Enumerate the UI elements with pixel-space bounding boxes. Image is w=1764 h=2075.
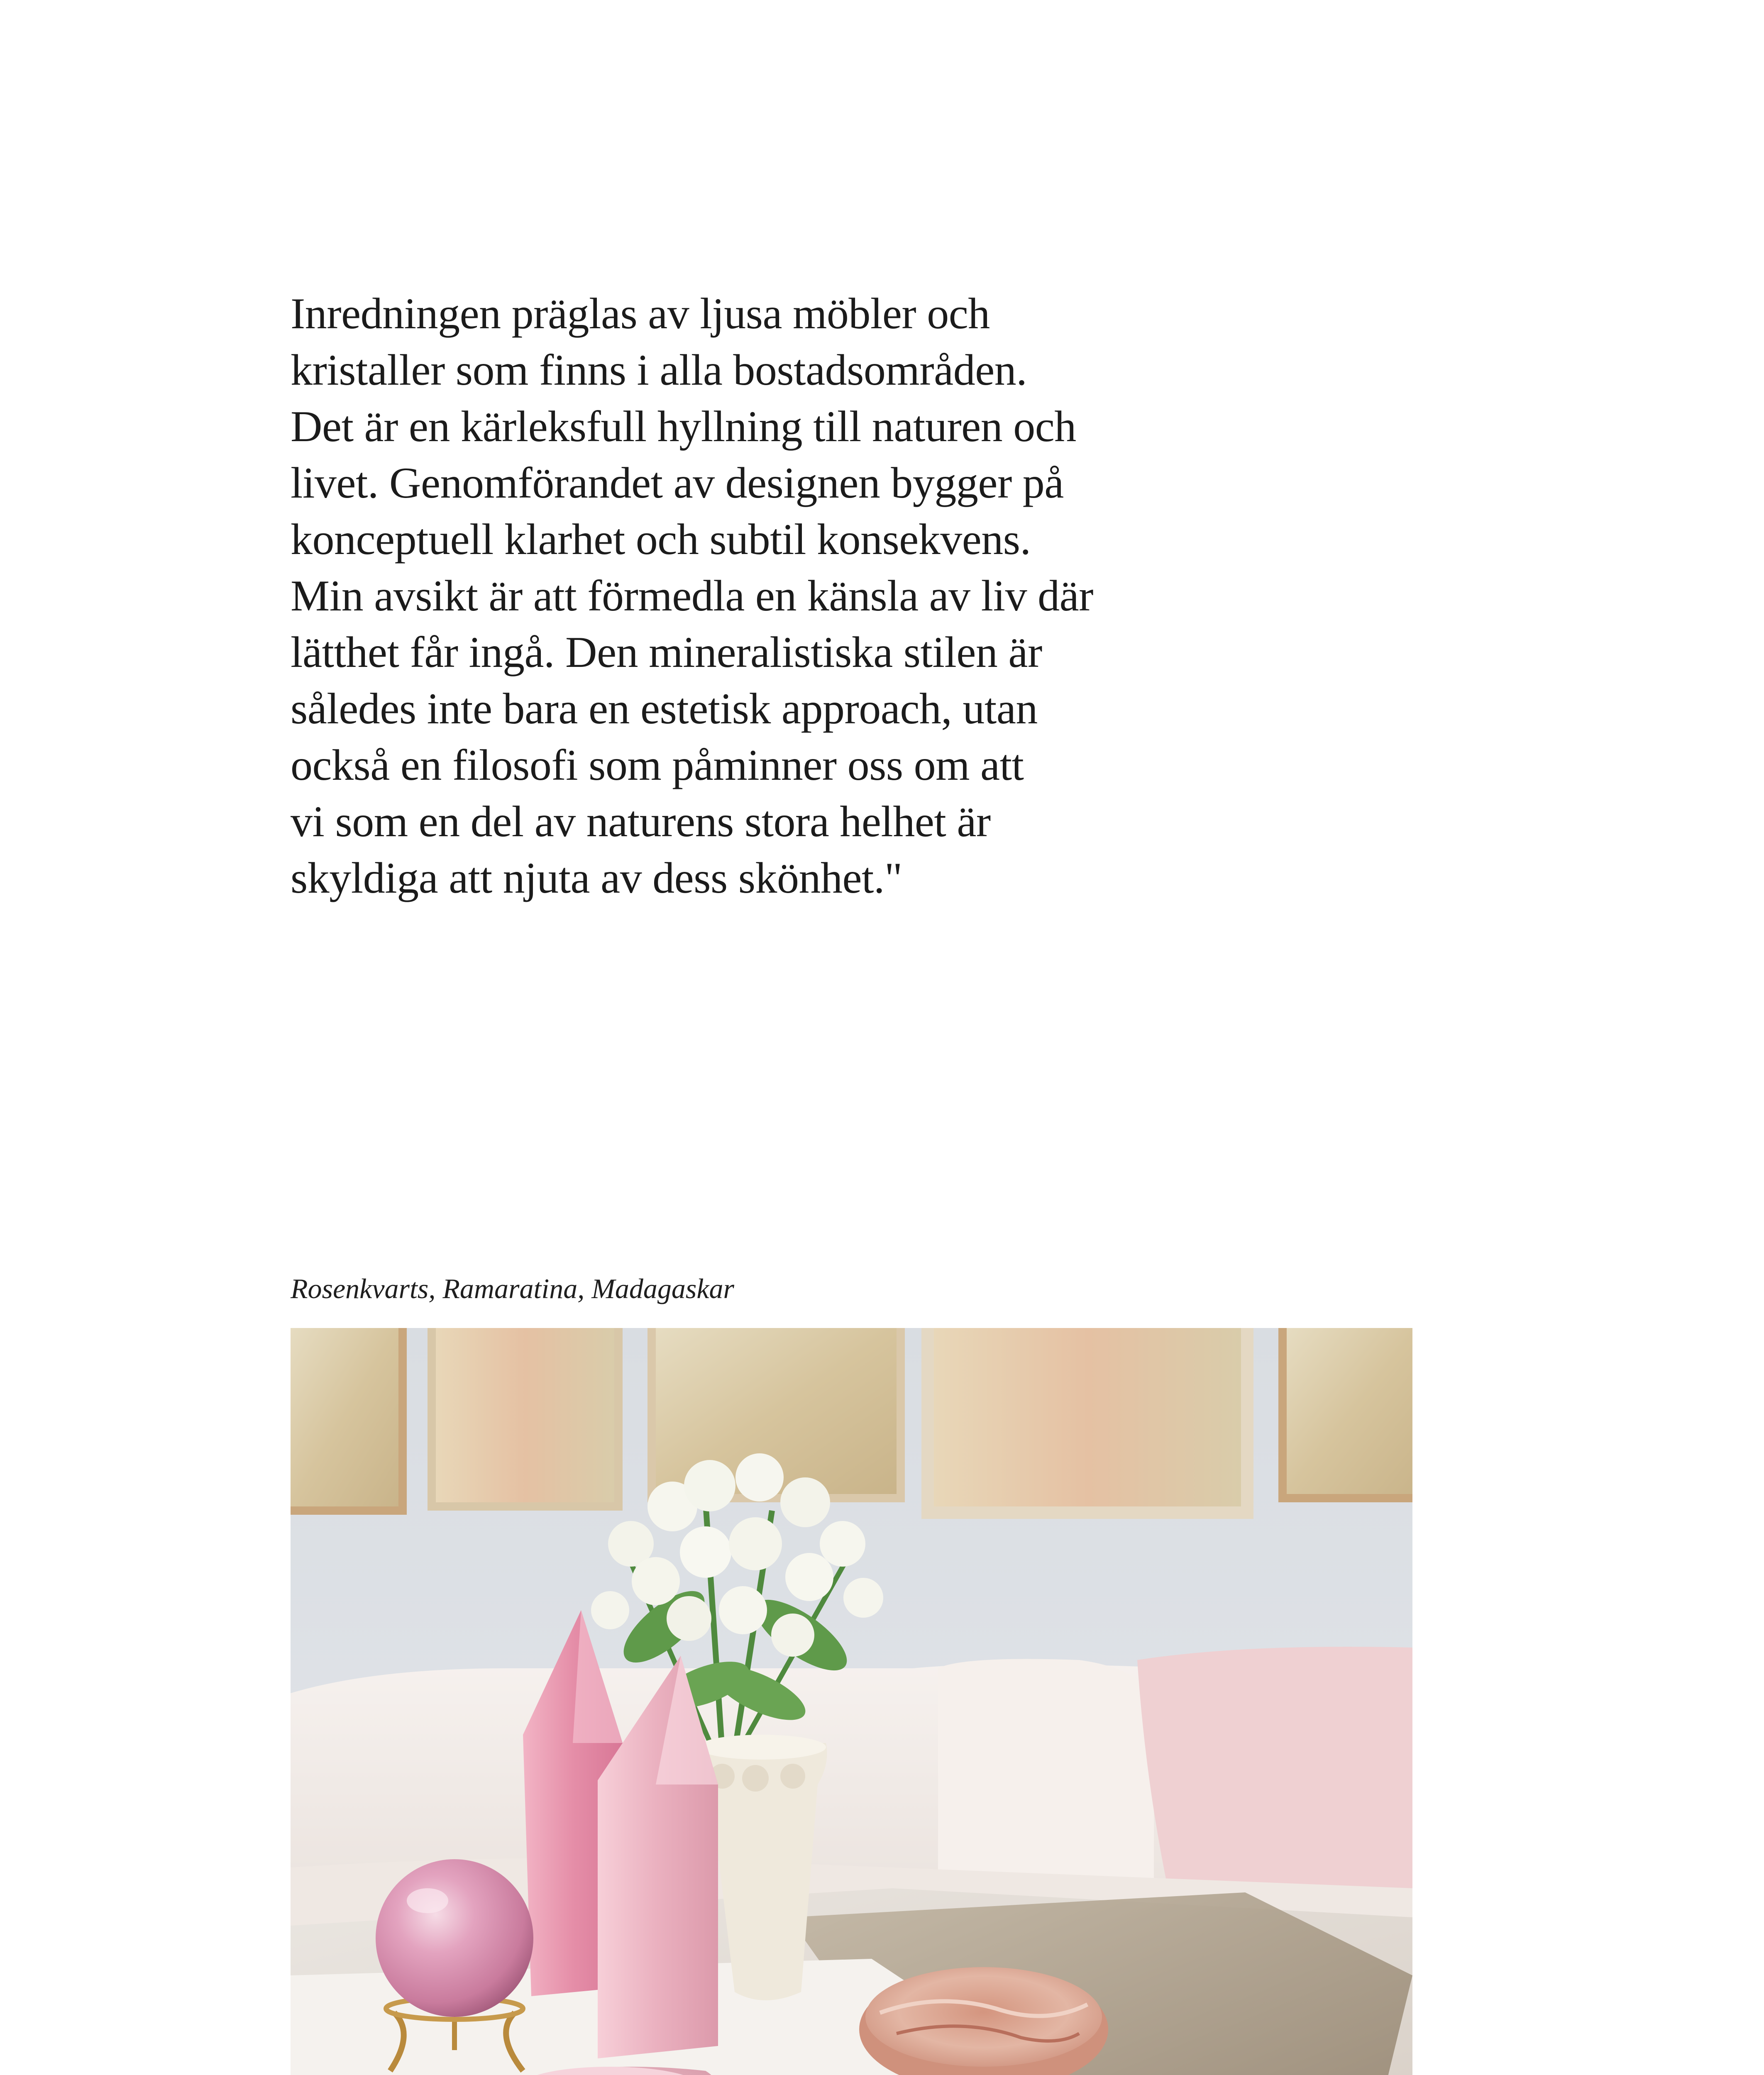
body-line: vi som en del av naturens stora helhet är [291,797,991,846]
body-line: lätthet får ingå. Den mineralistiska stilen är [291,628,1042,676]
body-line: Det är en kärleksfull hyllning till naturen och [291,402,1076,451]
rose-quartz-photo [291,1328,1412,2075]
body-line: också en filosofi som påminner oss om att [291,741,1024,789]
framed-maps [291,1328,1412,1519]
body-line: Min avsikt är att förmedla en känsla av liv där [291,571,1093,620]
photo-caption: Rosenkvarts, Ramaratina, Madagaskar [291,1273,735,1304]
body-line: skyldiga att njuta av dess skönhet." [291,854,902,902]
body-line: konceptuell klarhet och subtil konsekvens. [291,515,1031,564]
body-paragraph [291,286,1195,906]
body-line: Inredningen präglas av ljusa möbler och [291,289,990,338]
body-line: kristaller som finns i alla bostadsområden. [291,346,1027,394]
body-line: livet. Genomförandet av designen bygger på [291,459,1064,507]
pink-onyx-bowl [859,1967,1108,2075]
body-line: således inte bara en estetisk approach, utan [291,684,1038,733]
